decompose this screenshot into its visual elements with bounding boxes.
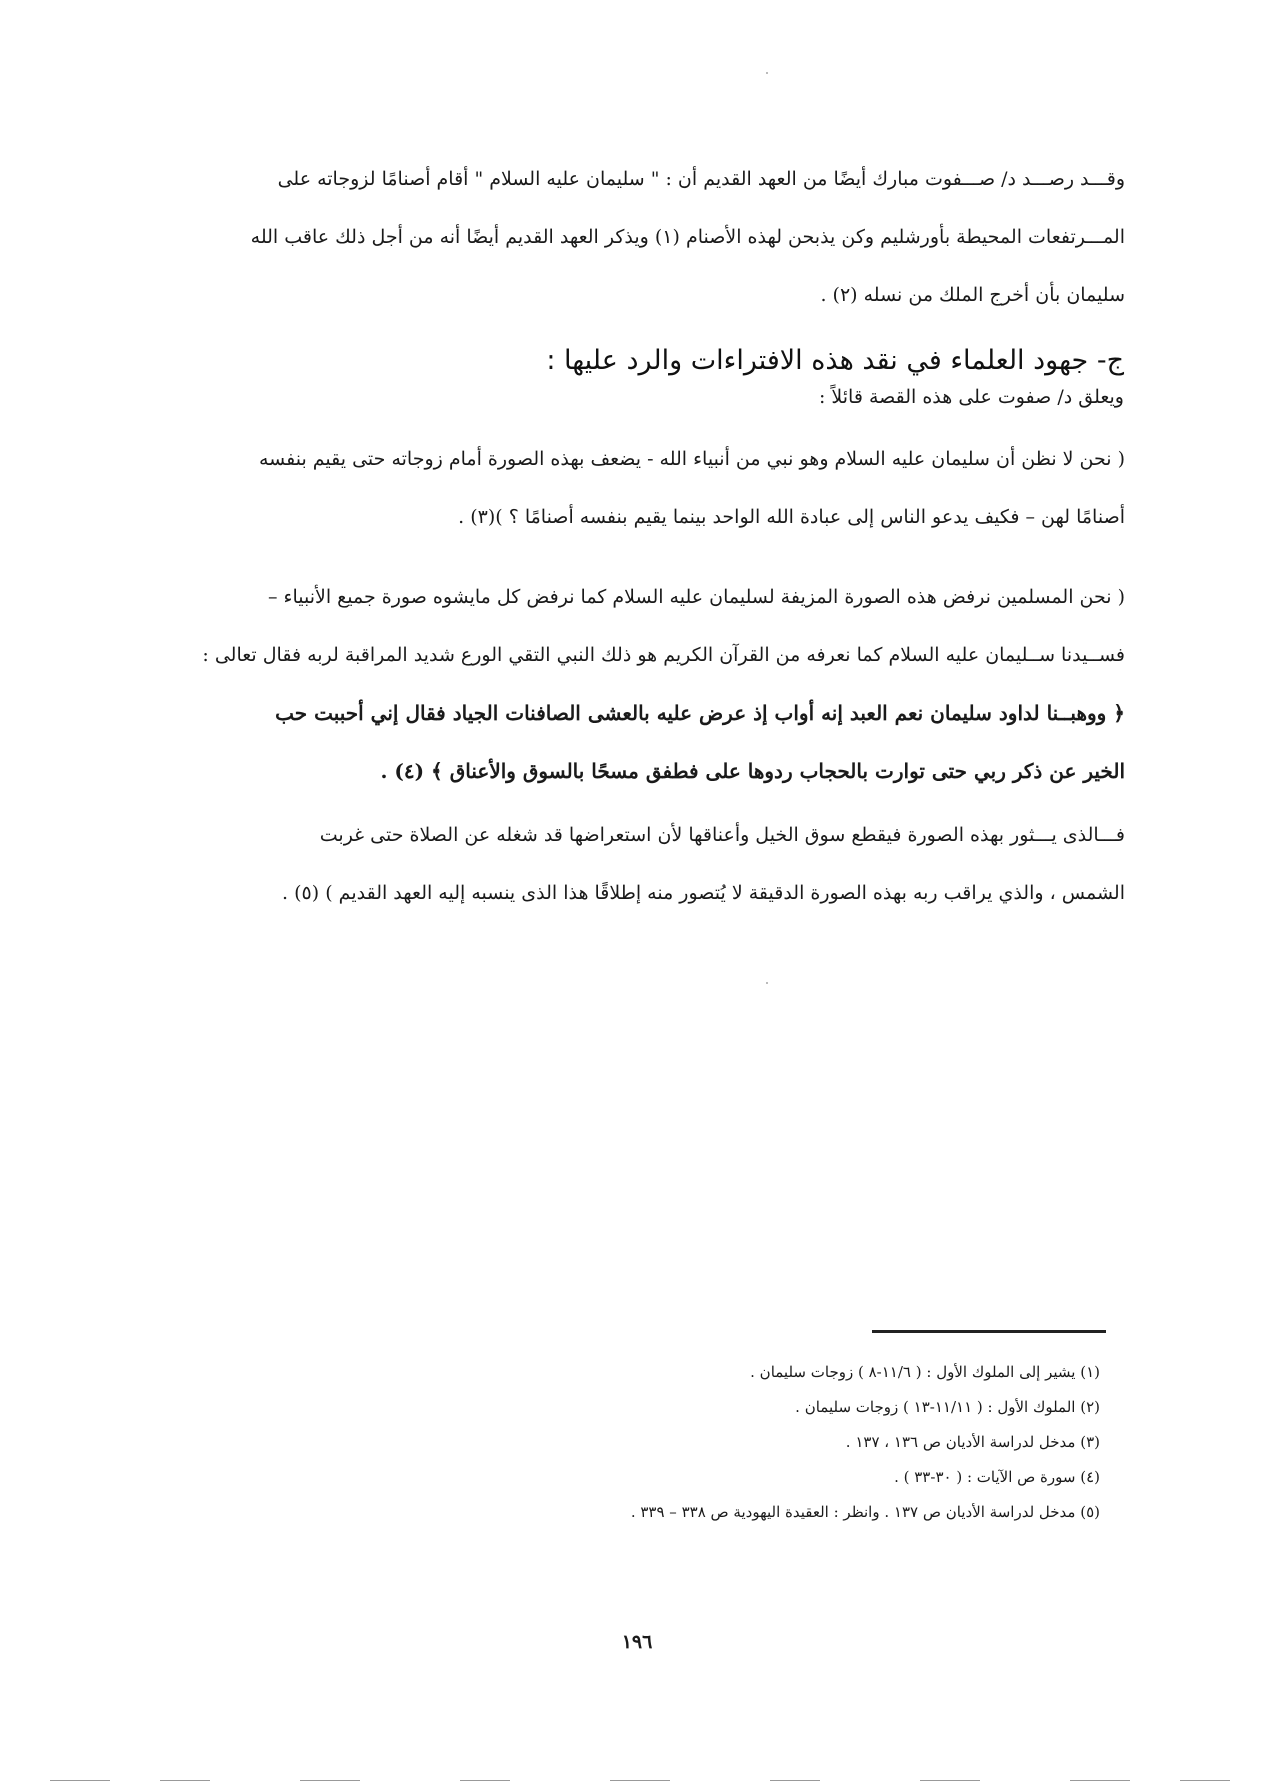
paragraph-3 (130, 568, 1125, 800)
footnote: (٤) سورة ص الآيات : ( ٣٠-٣٣ ) . (894, 1468, 1100, 1486)
section-heading: ج- جهود العلماء في نقد هذه الافتراءات والرد عليها : (546, 345, 1124, 376)
footnote: (١) يشير إلى الملوك الأول : ( ١١/٦-٨ ) زوجات سليمان . (750, 1363, 1100, 1381)
paragraph-3-line: فســيدنا ســليمان عليه السلام كما نعرفه من القرآن الكريم هو ذلك النبي التقي الورع شديد المراقبة لربه فقال تعالى : (202, 644, 1125, 666)
paragraph-2 (130, 430, 1125, 546)
scan-edge-line (1070, 1780, 1130, 1781)
scan-edge-line (160, 1780, 210, 1781)
page-number: ١٩٦ (621, 1631, 653, 1653)
scan-edge-line (770, 1780, 820, 1781)
quran-verse-line: ﴿ ووهبــنا لداود سليمان نعم العبد إنه أواب إذ عرض عليه بالعشى الصافنات الجياد فقال إني أحببت حب (275, 701, 1125, 725)
paragraph-2-line: أصنامًا لهن – فكيف يدعو الناس إلى عبادة الله الواحد بينما يقيم بنفسه أصنامًا ؟ )(٣) . (458, 506, 1125, 528)
scan-edge-line (460, 1780, 510, 1781)
scan-edge-line (1180, 1780, 1230, 1781)
section-intro: ويعلق د/ صفوت على هذه القصة قائلاً : (818, 386, 1124, 408)
footnote: (٣) مدخل لدراسة الأديان ص ١٣٦ ، ١٣٧ . (845, 1433, 1100, 1451)
scan-edge-line (50, 1780, 110, 1781)
paragraph-1 (130, 150, 1125, 324)
scan-speck (766, 72, 768, 74)
paragraph-4-line: فـــالذى يـــثور بهذه الصورة فيقطع سوق الخيل وأعناقها لأن استعراضها قد شغله عن الصلاة حتى غربت (319, 824, 1125, 846)
paragraph-2-line: ( نحن لا نظن أن سليمان عليه السلام وهو نبي من أنبياء الله - يضعف بهذه الصورة أمام زوجاته حتى يقيم بنفسه (258, 448, 1125, 470)
footnote-separator (872, 1330, 1106, 1333)
paragraph-4 (130, 806, 1125, 922)
paragraph-3-line: ( نحن المسلمين نرفض هذه الصورة المزيفة لسليمان عليه السلام كما نرفض كل مايشوه صورة جميع الأنبياء – (267, 586, 1125, 608)
scan-edge-line (610, 1780, 670, 1781)
scan-edge-line (920, 1780, 980, 1781)
paragraph-1-line: وقـــد رصـــد د/ صـــفوت مبارك أيضًا من العهد القديم أن : " سليمان عليه السلام " أقام أصنامًا لزوجاته على (277, 168, 1125, 190)
scan-speck (766, 982, 768, 984)
footnote: (٥) مدخل لدراسة الأديان ص ١٣٧ . وانظر : العقيدة اليهودية ص ٣٣٨ – ٣٣٩ . (630, 1503, 1100, 1521)
footnotes (400, 1355, 1100, 1530)
paragraph-4-line: الشمس ، والذي يراقب ربه بهذه الصورة الدقيقة لا يُتصور منه إطلاقًا هذا الذى ينسبه إليه العهد القديم ) (٥) . (282, 882, 1125, 904)
footnote: (٢) الملوك الأول : ( ١١/١١-١٣ ) زوجات سليمان . (795, 1398, 1100, 1416)
paragraph-1-line: سليمان بأن أخرج الملك من نسله (٢) . (820, 284, 1125, 306)
paragraph-1-line: المـــرتفعات المحيطة بأورشليم وكن يذبحن لهذه الأصنام (١) ويذكر العهد القديم أيضًا أنه من أجل ذلك عاقب الله (250, 226, 1125, 248)
quran-verse-line: الخير عن ذكر ربي حتى توارت بالحجاب ردوها على فطفق مسحًا بالسوق والأعناق ﴾ (٤) . (380, 759, 1125, 783)
scan-edge-line (300, 1780, 360, 1781)
